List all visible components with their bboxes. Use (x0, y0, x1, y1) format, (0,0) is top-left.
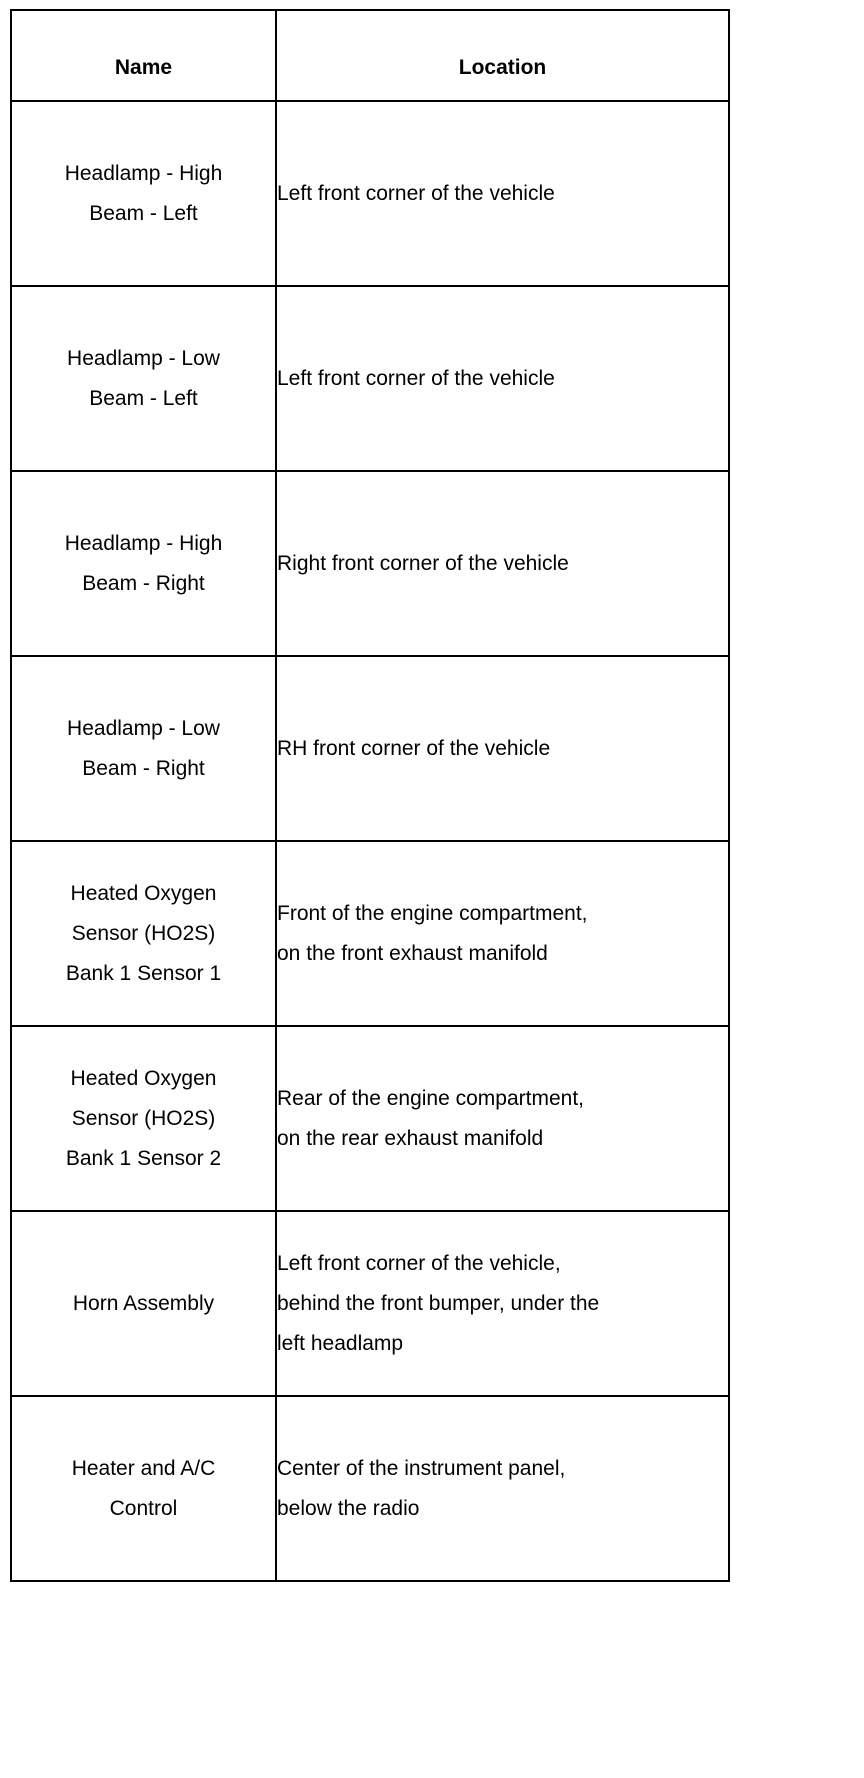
component-location-line: RH front corner of the vehicle (277, 736, 551, 760)
table-row (11, 1211, 729, 1396)
component-name-cell (11, 1211, 276, 1396)
component-name-line: Sensor (HO2S) (71, 1106, 216, 1130)
component-name-cell (11, 1026, 276, 1211)
component-location-line: Left front corner of the vehicle (277, 366, 555, 390)
component-name-line: Headlamp - High (64, 161, 223, 185)
component-name-line: Headlamp - Low (67, 716, 220, 740)
component-location-cell (276, 656, 729, 841)
component-location-cell (276, 1211, 729, 1396)
component-location-line: below the radio (277, 1496, 420, 1520)
component-location-table (10, 9, 730, 1582)
component-name-cell (11, 841, 276, 1026)
component-name-line: Sensor (HO2S) (71, 921, 216, 945)
component-location-line: Center of the instrument panel, (277, 1456, 566, 1480)
component-name-line: Bank 1 Sensor 1 (65, 961, 222, 985)
component-name-line: Beam - Left (89, 386, 198, 410)
component-location-line: Right front corner of the vehicle (277, 551, 569, 575)
component-location-cell (276, 286, 729, 471)
component-location-cell (276, 101, 729, 286)
table-row (11, 286, 729, 471)
table-row (11, 656, 729, 841)
component-location-line: on the front exhaust manifold (277, 941, 548, 965)
component-name-line: Beam - Right (82, 756, 205, 780)
component-name-line: Bank 1 Sensor 2 (65, 1146, 222, 1170)
component-name-line: Headlamp - Low (67, 346, 220, 370)
component-location-line: Left front corner of the vehicle, (277, 1251, 561, 1275)
component-name-line: Heater and A/C (71, 1456, 216, 1480)
component-location-cell (276, 471, 729, 656)
table-row (11, 841, 729, 1026)
table-row (11, 471, 729, 656)
component-name-cell (11, 101, 276, 286)
component-location-line: behind the front bumper, under the (277, 1291, 600, 1315)
component-location-line: left headlamp (277, 1331, 404, 1355)
component-location-line: Front of the engine compartment, (277, 901, 588, 925)
table-row (11, 1396, 729, 1581)
component-name-line: Beam - Right (82, 571, 205, 595)
component-location-line: Rear of the engine compartment, (277, 1086, 585, 1110)
component-name-cell (11, 471, 276, 656)
component-name-line: Horn Assembly (72, 1291, 215, 1315)
table-row (11, 101, 729, 286)
component-location-line: on the rear exhaust manifold (277, 1126, 544, 1150)
component-name-line: Heated Oxygen (70, 881, 217, 905)
component-name-line: Heated Oxygen (70, 1066, 217, 1090)
location-column-header: Location (276, 10, 729, 101)
component-location-cell (276, 1396, 729, 1581)
component-name-line: Control (109, 1496, 178, 1520)
component-location-cell (276, 1026, 729, 1211)
header-row (11, 10, 729, 101)
component-name-cell (11, 286, 276, 471)
component-location-table-wrapper (10, 9, 728, 1582)
table-row (11, 1026, 729, 1211)
component-name-line: Headlamp - High (64, 531, 223, 555)
component-name-cell (11, 656, 276, 841)
component-name-line: Beam - Left (89, 201, 198, 225)
component-location-cell (276, 841, 729, 1026)
component-name-cell (11, 1396, 276, 1581)
component-location-line: Left front corner of the vehicle (277, 181, 555, 205)
name-column-header: Name (11, 10, 276, 101)
